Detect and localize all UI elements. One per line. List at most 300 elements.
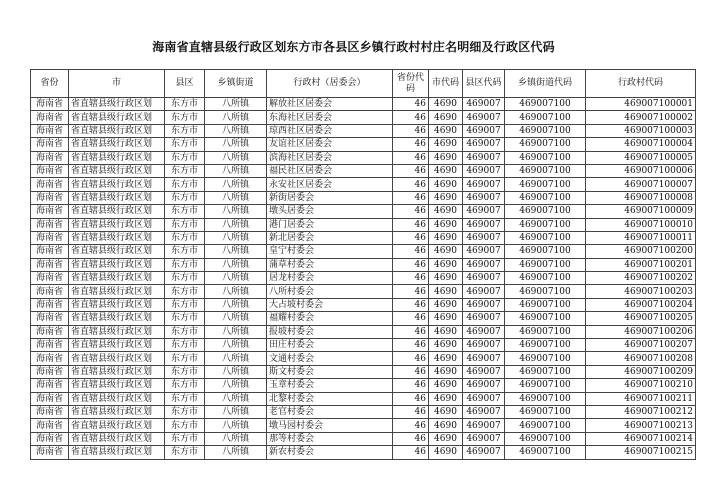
cell-county: 东方市 [165, 231, 205, 244]
cell-city-code: 4690 [429, 432, 463, 445]
cell-province-code: 46 [393, 138, 429, 151]
cell-city: 省直辖县级行政区划 [69, 178, 165, 191]
cell-township: 八所镇 [205, 392, 267, 405]
cell-village-code: 469007100215 [586, 446, 696, 459]
cell-village: 新街居委会 [267, 191, 393, 204]
cell-county-code: 469007 [463, 325, 505, 338]
table-row [31, 419, 696, 432]
cell-county-code: 469007 [463, 379, 505, 392]
cell-city-code: 4690 [429, 138, 463, 151]
cell-township-code: 469007100 [505, 298, 586, 311]
cell-province-code: 46 [393, 272, 429, 285]
cell-township: 八所镇 [205, 205, 267, 218]
cell-village-code: 469007100004 [586, 138, 696, 151]
cell-county-code: 469007 [463, 352, 505, 365]
table-row [31, 124, 696, 137]
header-village: 行政村（居委会） [267, 70, 393, 98]
table-row [31, 258, 696, 271]
cell-township: 八所镇 [205, 352, 267, 365]
header-county-code: 县区代码 [463, 70, 505, 98]
cell-city-code: 4690 [429, 325, 463, 338]
cell-city-code: 4690 [429, 151, 463, 164]
cell-village-code: 469007100209 [586, 365, 696, 378]
cell-city: 省直辖县级行政区划 [69, 191, 165, 204]
cell-township-code: 469007100 [505, 392, 586, 405]
cell-city: 省直辖县级行政区划 [69, 365, 165, 378]
cell-village-code: 469007100007 [586, 178, 696, 191]
table-row [31, 138, 696, 151]
cell-county: 东方市 [165, 272, 205, 285]
cell-township: 八所镇 [205, 138, 267, 151]
cell-village-code: 469007100006 [586, 164, 696, 177]
cell-county: 东方市 [165, 111, 205, 124]
cell-village-code: 469007100200 [586, 245, 696, 258]
table-row [31, 218, 696, 231]
cell-city: 省直辖县级行政区划 [69, 231, 165, 244]
cell-village: 田庄村委会 [267, 339, 393, 352]
cell-village-code: 469007100201 [586, 258, 696, 271]
cell-village: 永安社区居委会 [267, 178, 393, 191]
cell-province-code: 46 [393, 392, 429, 405]
cell-city: 省直辖县级行政区划 [69, 272, 165, 285]
cell-village-code: 469007100010 [586, 218, 696, 231]
cell-city-code: 4690 [429, 339, 463, 352]
cell-county: 东方市 [165, 339, 205, 352]
cell-village: 墩马园村委会 [267, 419, 393, 432]
cell-county-code: 469007 [463, 285, 505, 298]
cell-county: 东方市 [165, 151, 205, 164]
cell-province-code: 46 [393, 419, 429, 432]
cell-county: 东方市 [165, 419, 205, 432]
cell-village-code: 469007100208 [586, 352, 696, 365]
cell-village-code: 469007100206 [586, 325, 696, 338]
cell-province-code: 46 [393, 191, 429, 204]
cell-county-code: 469007 [463, 231, 505, 244]
cell-county-code: 469007 [463, 392, 505, 405]
cell-county-code: 469007 [463, 98, 505, 111]
cell-city-code: 4690 [429, 365, 463, 378]
cell-province: 海南省 [31, 392, 69, 405]
table-row [31, 365, 696, 378]
cell-county: 东方市 [165, 312, 205, 325]
cell-province-code: 46 [393, 231, 429, 244]
cell-county: 东方市 [165, 405, 205, 418]
cell-village-code: 469007100213 [586, 419, 696, 432]
cell-township: 八所镇 [205, 151, 267, 164]
cell-city: 省直辖县级行政区划 [69, 98, 165, 111]
cell-province-code: 46 [393, 205, 429, 218]
header-county: 县区 [165, 70, 205, 98]
cell-province: 海南省 [31, 151, 69, 164]
cell-county-code: 469007 [463, 339, 505, 352]
cell-township: 八所镇 [205, 124, 267, 137]
cell-city: 省直辖县级行政区划 [69, 258, 165, 271]
cell-city-code: 4690 [429, 205, 463, 218]
cell-village: 琼西社区居委会 [267, 124, 393, 137]
cell-township-code: 469007100 [505, 432, 586, 445]
cell-village: 墩头居委会 [267, 205, 393, 218]
cell-city-code: 4690 [429, 392, 463, 405]
cell-province-code: 46 [393, 258, 429, 271]
table-row [31, 312, 696, 325]
cell-village: 老官村委会 [267, 405, 393, 418]
header-village-code: 行政村代码 [586, 70, 696, 98]
cell-city: 省直辖县级行政区划 [69, 298, 165, 311]
cell-township-code: 469007100 [505, 352, 586, 365]
cell-township: 八所镇 [205, 245, 267, 258]
table-row [31, 191, 696, 204]
cell-province: 海南省 [31, 352, 69, 365]
cell-village: 北黎村委会 [267, 392, 393, 405]
table-row [31, 379, 696, 392]
cell-province: 海南省 [31, 164, 69, 177]
cell-township-code: 469007100 [505, 285, 586, 298]
cell-village: 蒲草村委会 [267, 258, 393, 271]
cell-county: 东方市 [165, 365, 205, 378]
table-row [31, 151, 696, 164]
cell-village-code: 469007100001 [586, 98, 696, 111]
cell-village: 滨海社区居委会 [267, 151, 393, 164]
cell-city: 省直辖县级行政区划 [69, 446, 165, 459]
cell-county-code: 469007 [463, 178, 505, 191]
cell-county-code: 469007 [463, 111, 505, 124]
cell-province: 海南省 [31, 258, 69, 271]
cell-county-code: 469007 [463, 164, 505, 177]
cell-county: 东方市 [165, 205, 205, 218]
cell-city: 省直辖县级行政区划 [69, 325, 165, 338]
cell-village: 大占坡村委会 [267, 298, 393, 311]
cell-province-code: 46 [393, 298, 429, 311]
cell-township-code: 469007100 [505, 379, 586, 392]
cell-village-code: 469007100203 [586, 285, 696, 298]
table-row [31, 272, 696, 285]
cell-township-code: 469007100 [505, 164, 586, 177]
cell-county-code: 469007 [463, 245, 505, 258]
table-row [31, 231, 696, 244]
cell-township-code: 469007100 [505, 258, 586, 271]
cell-township-code: 469007100 [505, 124, 586, 137]
cell-city: 省直辖县级行政区划 [69, 218, 165, 231]
cell-village: 文通村委会 [267, 352, 393, 365]
cell-city-code: 4690 [429, 111, 463, 124]
cell-township-code: 469007100 [505, 245, 586, 258]
cell-province: 海南省 [31, 339, 69, 352]
cell-township: 八所镇 [205, 218, 267, 231]
cell-city: 省直辖县级行政区划 [69, 392, 165, 405]
cell-township-code: 469007100 [505, 312, 586, 325]
cell-township: 八所镇 [205, 285, 267, 298]
cell-village: 新农村委会 [267, 446, 393, 459]
cell-province: 海南省 [31, 432, 69, 445]
cell-township: 八所镇 [205, 164, 267, 177]
cell-village-code: 469007100204 [586, 298, 696, 311]
cell-province: 海南省 [31, 124, 69, 137]
cell-township: 八所镇 [205, 178, 267, 191]
cell-village: 福民社区居委会 [267, 164, 393, 177]
cell-county-code: 469007 [463, 191, 505, 204]
cell-county-code: 469007 [463, 272, 505, 285]
cell-township: 八所镇 [205, 432, 267, 445]
cell-township-code: 469007100 [505, 205, 586, 218]
cell-city-code: 4690 [429, 258, 463, 271]
cell-province: 海南省 [31, 98, 69, 111]
cell-city-code: 4690 [429, 124, 463, 137]
cell-village-code: 469007100011 [586, 231, 696, 244]
cell-county-code: 469007 [463, 298, 505, 311]
cell-township-code: 469007100 [505, 111, 586, 124]
cell-city-code: 4690 [429, 298, 463, 311]
cell-province: 海南省 [31, 325, 69, 338]
table-row [31, 339, 696, 352]
cell-village: 那等村委会 [267, 432, 393, 445]
cell-township: 八所镇 [205, 379, 267, 392]
table-row [31, 405, 696, 418]
cell-province: 海南省 [31, 111, 69, 124]
cell-village-code: 469007100212 [586, 405, 696, 418]
cell-village-code: 469007100002 [586, 111, 696, 124]
cell-province: 海南省 [31, 205, 69, 218]
header-city: 市 [69, 70, 165, 98]
cell-city-code: 4690 [429, 98, 463, 111]
cell-province: 海南省 [31, 285, 69, 298]
cell-township: 八所镇 [205, 419, 267, 432]
cell-county: 东方市 [165, 392, 205, 405]
cell-township: 八所镇 [205, 405, 267, 418]
cell-county-code: 469007 [463, 365, 505, 378]
cell-township-code: 469007100 [505, 419, 586, 432]
cell-township: 八所镇 [205, 446, 267, 459]
cell-county-code: 469007 [463, 138, 505, 151]
cell-township-code: 469007100 [505, 151, 586, 164]
cell-township: 八所镇 [205, 111, 267, 124]
header-province: 省份 [31, 70, 69, 98]
cell-township: 八所镇 [205, 339, 267, 352]
cell-city: 省直辖县级行政区划 [69, 352, 165, 365]
cell-city-code: 4690 [429, 405, 463, 418]
cell-city: 省直辖县级行政区划 [69, 405, 165, 418]
header-city-code: 市代码 [429, 70, 463, 98]
cell-village: 港门居委会 [267, 218, 393, 231]
table-row [31, 446, 696, 459]
cell-province-code: 46 [393, 164, 429, 177]
cell-city-code: 4690 [429, 231, 463, 244]
cell-city-code: 4690 [429, 285, 463, 298]
cell-city: 省直辖县级行政区划 [69, 419, 165, 432]
cell-township-code: 469007100 [505, 178, 586, 191]
cell-township-code: 469007100 [505, 339, 586, 352]
cell-township: 八所镇 [205, 272, 267, 285]
cell-city: 省直辖县级行政区划 [69, 124, 165, 137]
cell-province-code: 46 [393, 111, 429, 124]
cell-village: 东海社区居委会 [267, 111, 393, 124]
cell-province-code: 46 [393, 124, 429, 137]
cell-province-code: 46 [393, 151, 429, 164]
cell-province-code: 46 [393, 432, 429, 445]
cell-city-code: 4690 [429, 191, 463, 204]
cell-township-code: 469007100 [505, 365, 586, 378]
cell-village: 友谊社区居委会 [267, 138, 393, 151]
cell-township: 八所镇 [205, 365, 267, 378]
cell-township-code: 469007100 [505, 405, 586, 418]
cell-township-code: 469007100 [505, 98, 586, 111]
cell-village-code: 469007100003 [586, 124, 696, 137]
cell-township-code: 469007100 [505, 231, 586, 244]
cell-township: 八所镇 [205, 258, 267, 271]
cell-province-code: 46 [393, 352, 429, 365]
admin-code-table [30, 69, 696, 460]
table-row [31, 298, 696, 311]
cell-county-code: 469007 [463, 405, 505, 418]
cell-province: 海南省 [31, 245, 69, 258]
cell-province-code: 46 [393, 365, 429, 378]
cell-township: 八所镇 [205, 98, 267, 111]
cell-village-code: 469007100214 [586, 432, 696, 445]
table-row [31, 285, 696, 298]
cell-township: 八所镇 [205, 325, 267, 338]
cell-village: 新北居委会 [267, 231, 393, 244]
header-province-code: 省份代码 [393, 70, 429, 98]
table-row [31, 111, 696, 124]
cell-county: 东方市 [165, 218, 205, 231]
cell-county: 东方市 [165, 258, 205, 271]
cell-village: 八所村委会 [267, 285, 393, 298]
cell-city-code: 4690 [429, 352, 463, 365]
cell-city-code: 4690 [429, 379, 463, 392]
cell-township: 八所镇 [205, 298, 267, 311]
document-title: 海南省直辖县级行政区划东方市各县区乡镇行政村村庄名明细及行政区代码 [152, 40, 555, 54]
cell-village-code: 469007100211 [586, 392, 696, 405]
cell-township-code: 469007100 [505, 446, 586, 459]
cell-village-code: 469007100202 [586, 272, 696, 285]
header-row [31, 70, 696, 98]
table-row [31, 178, 696, 191]
cell-province-code: 46 [393, 98, 429, 111]
cell-city: 省直辖县级行政区划 [69, 432, 165, 445]
cell-village-code: 469007100009 [586, 205, 696, 218]
cell-province: 海南省 [31, 178, 69, 191]
cell-county: 东方市 [165, 98, 205, 111]
cell-village: 玉章村委会 [267, 379, 393, 392]
cell-township: 八所镇 [205, 312, 267, 325]
cell-county-code: 469007 [463, 258, 505, 271]
cell-township-code: 469007100 [505, 138, 586, 151]
cell-city-code: 4690 [429, 419, 463, 432]
cell-city: 省直辖县级行政区划 [69, 138, 165, 151]
cell-province: 海南省 [31, 231, 69, 244]
cell-township-code: 469007100 [505, 272, 586, 285]
cell-province: 海南省 [31, 298, 69, 311]
cell-township-code: 469007100 [505, 325, 586, 338]
cell-province: 海南省 [31, 272, 69, 285]
cell-county: 东方市 [165, 325, 205, 338]
cell-province-code: 46 [393, 312, 429, 325]
cell-province-code: 46 [393, 245, 429, 258]
cell-county-code: 469007 [463, 432, 505, 445]
table-row [31, 352, 696, 365]
cell-township: 八所镇 [205, 231, 267, 244]
cell-city: 省直辖县级行政区划 [69, 245, 165, 258]
cell-county: 东方市 [165, 191, 205, 204]
cell-county: 东方市 [165, 352, 205, 365]
table-row [31, 432, 696, 445]
cell-county: 东方市 [165, 124, 205, 137]
cell-city: 省直辖县级行政区划 [69, 339, 165, 352]
cell-province: 海南省 [31, 138, 69, 151]
cell-village: 报坡村委会 [267, 325, 393, 338]
table-row [31, 98, 696, 111]
cell-city: 省直辖县级行政区划 [69, 151, 165, 164]
cell-county-code: 469007 [463, 218, 505, 231]
cell-city-code: 4690 [429, 245, 463, 258]
cell-city: 省直辖县级行政区划 [69, 285, 165, 298]
cell-city: 省直辖县级行政区划 [69, 312, 165, 325]
cell-province: 海南省 [31, 218, 69, 231]
cell-city-code: 4690 [429, 312, 463, 325]
cell-city-code: 4690 [429, 218, 463, 231]
table-row [31, 392, 696, 405]
cell-village-code: 469007100207 [586, 339, 696, 352]
header-township-code: 乡镇街道代码 [505, 70, 586, 98]
cell-village: 福耀村委会 [267, 312, 393, 325]
cell-village-code: 469007100210 [586, 379, 696, 392]
cell-city: 省直辖县级行政区划 [69, 379, 165, 392]
cell-province: 海南省 [31, 419, 69, 432]
cell-county: 东方市 [165, 245, 205, 258]
cell-province: 海南省 [31, 405, 69, 418]
cell-province-code: 46 [393, 285, 429, 298]
cell-county-code: 469007 [463, 124, 505, 137]
cell-village: 居龙村委会 [267, 272, 393, 285]
cell-province: 海南省 [31, 446, 69, 459]
cell-city: 省直辖县级行政区划 [69, 205, 165, 218]
table-header [31, 70, 696, 98]
cell-province-code: 46 [393, 218, 429, 231]
cell-city-code: 4690 [429, 272, 463, 285]
cell-county-code: 469007 [463, 312, 505, 325]
cell-county: 东方市 [165, 432, 205, 445]
cell-city-code: 4690 [429, 446, 463, 459]
cell-city: 省直辖县级行政区划 [69, 164, 165, 177]
cell-province-code: 46 [393, 339, 429, 352]
table-row [31, 164, 696, 177]
cell-province-code: 46 [393, 325, 429, 338]
cell-county: 东方市 [165, 178, 205, 191]
table-body [31, 98, 696, 460]
cell-village: 解放社区居委会 [267, 98, 393, 111]
cell-city: 省直辖县级行政区划 [69, 111, 165, 124]
cell-county: 东方市 [165, 138, 205, 151]
cell-county: 东方市 [165, 285, 205, 298]
cell-township: 八所镇 [205, 191, 267, 204]
cell-province-code: 46 [393, 446, 429, 459]
cell-township-code: 469007100 [505, 218, 586, 231]
cell-county: 东方市 [165, 298, 205, 311]
cell-county-code: 469007 [463, 151, 505, 164]
cell-village-code: 469007100008 [586, 191, 696, 204]
cell-county: 东方市 [165, 446, 205, 459]
cell-province-code: 46 [393, 178, 429, 191]
table-row [31, 245, 696, 258]
header-township: 乡镇街道 [205, 70, 267, 98]
cell-province-code: 46 [393, 405, 429, 418]
cell-village-code: 469007100005 [586, 151, 696, 164]
cell-county: 东方市 [165, 379, 205, 392]
cell-county-code: 469007 [463, 446, 505, 459]
cell-province: 海南省 [31, 379, 69, 392]
cell-city-code: 4690 [429, 178, 463, 191]
cell-province-code: 46 [393, 379, 429, 392]
cell-village: 斯文村委会 [267, 365, 393, 378]
